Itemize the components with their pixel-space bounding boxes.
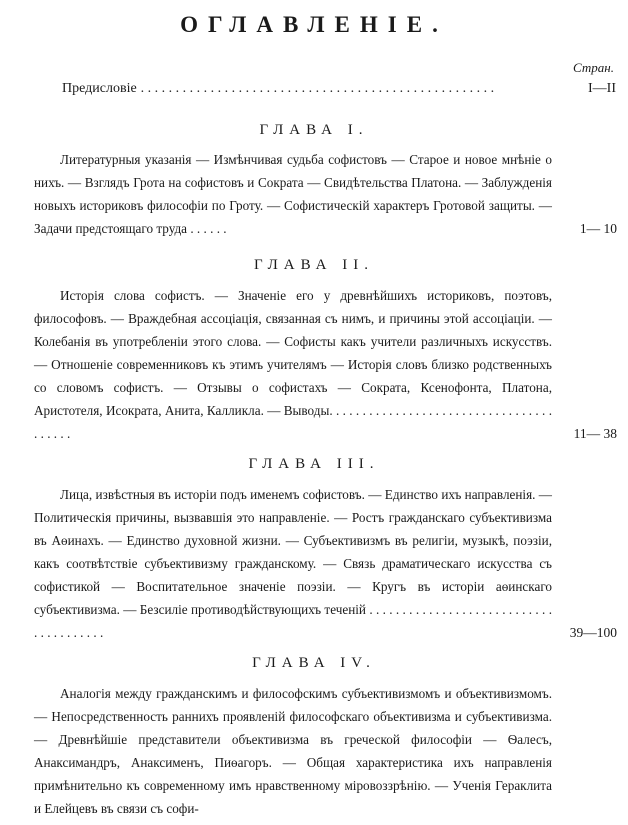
preface-pages: I—II	[588, 81, 616, 96]
chapter-1-summary	[34, 148, 617, 240]
preface-label: Предисловіе	[62, 81, 137, 96]
chapter-2-heading: ГЛАВА II.	[254, 257, 374, 273]
chapter-4-heading: ГЛАВА IV.	[252, 655, 376, 671]
preface-entry	[62, 80, 616, 98]
page-column-label: Стран.	[573, 60, 614, 75]
chapter-1-text: Литературныя указанія — Измѣнчивая судьба софистовъ — Старое и новое мнѣніе о нихъ. — Взглядъ Грота на софистовъ и Сократа — Свидѣтельства Платона. — Заблужденія новыхъ историковъ философіи по Гроту. — Софистическій характеръ Гротовой защиты. — Задачи предстоящаго труда . . . . . .	[34, 152, 552, 236]
chapter-3-text: Лица, извѣстныя въ исторіи подъ именемъ софистовъ. — Единство ихъ направленія. — Политическія причины, вызвавшія это направленіе. — Ростъ гражданскаго субъективизма въ Аѳинахъ. — Единство духовной жизни. — Субъективизмъ въ религіи, музыкѣ, поэзіи, какъ соотвѣтствіе субъективизму гражданскому. — Связь драматическаго искусства съ софистикой — Воспитательное значеніе поэзіи. — Кругъ въ исторіи аѳинскаго субъективизма. — Безсиліе противодѣйствующихъ теченій . . . . . . . . . . . . . . . . . . . . . . . . . . . . . . . . . . . . . . .	[34, 487, 552, 640]
chapter-1-pages: 1— 10	[579, 221, 617, 236]
chapter-4-text: Аналогія между гражданскимъ и философскимъ субъективизмомъ и объективизмомъ. — Непосредственность раннихъ проявленій философскаго объективизма и субъективизма. — Древнѣйшіе представители объективизма въ греческой философіи — Ѳалесъ, Анаксимандръ, Анаксименъ, Пиѳагоръ. — Общая характеристика ихъ направленія примѣнительно къ современному имъ нравственному міровоззрѣнію. — Ученія Гераклита и Елейцевъ въ связи съ софи-	[34, 686, 552, 816]
chapter-3-summary	[34, 483, 617, 644]
page-title: ОГЛАВЛЕНІЕ.	[180, 12, 448, 37]
chapter-3-heading: ГЛАВА III.	[248, 456, 380, 472]
chapter-2-pages: 11— 38	[573, 426, 617, 441]
chapter-4-summary	[34, 682, 552, 820]
chapter-3-pages: 39—100	[569, 625, 617, 640]
chapter-2-summary	[34, 284, 617, 445]
leader-dots: . . . . . . . . . . . . . . . . . . . . . . . . . . . . . . . . . . . . . . . . . . . . . . . . . . .	[140, 81, 495, 96]
chapter-2-text: Исторія слова софистъ. — Значеніе его у древнѣйшихъ историковъ, поэтовъ, философовъ. — Враждебная ассоціація, связанная съ нимъ, и причины этой ассоціаціи. — Колебанія въ употребленіи этого слова. — Софисты какъ учители различныхъ искусствъ. — Отношеніе современниковъ къ этимъ учителямъ — Исторія словъ близко родственныхъ со словомъ софистъ. — Отзывы о софистахъ — Сократа, Ксенофонта, Платона, Аристотеля, Исократа, Анита, Калликла. — Выводы. . . . . . . . . . . . . . . . . . . . . . . . . . . . . . . . . . . . . . . .	[34, 288, 552, 441]
chapter-1-heading: ГЛАВА I.	[259, 122, 369, 138]
